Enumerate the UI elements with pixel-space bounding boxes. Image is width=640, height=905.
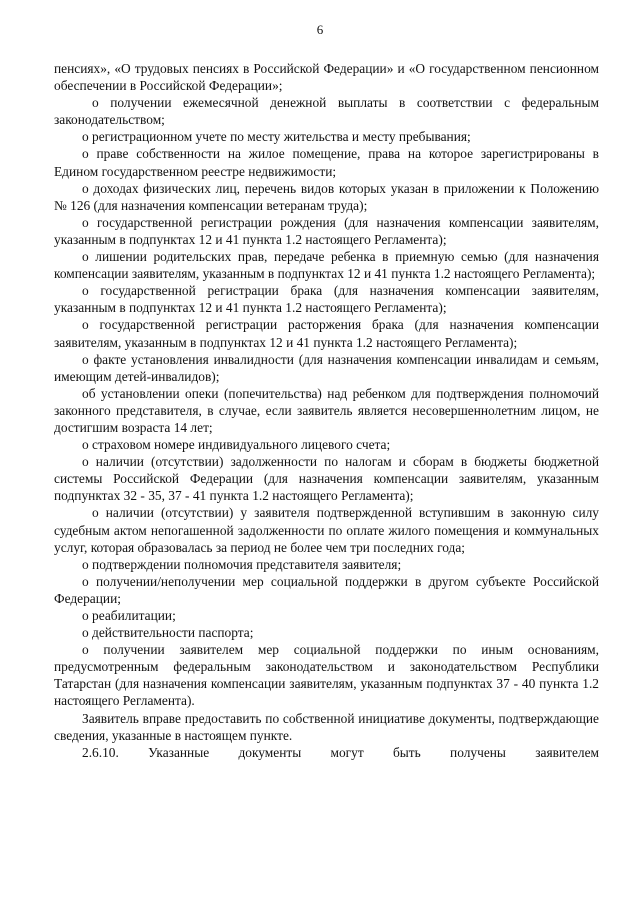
paragraph: Заявитель вправе предоставить по собственной инициативе документы, подтверждающие сведения, указанные в настоящем пункте. — [54, 710, 599, 743]
paragraph: о наличии (отсутствии) у заявителя подтвержденной вступившим в законную силу судебным актом непогашенной задолженности по оплате жилого помещения и коммунальных услуг, которая образовалась за период не более чем три последних года; — [54, 505, 599, 555]
paragraph: о государственной регистрации брака (для назначения компенсации заявителям, указанным в подпунктах 12 и 41 пункта 1.2 настоящего Регламента); — [54, 283, 599, 316]
paragraph: о получении ежемесячной денежной выплаты в соответствии с федеральным законодательством; — [54, 95, 599, 128]
paragraph: о лишении родительских прав, передаче ребенка в приемную семью (для назначения компенсации заявителям, указанным в подпунктах 12 и 41 пункта 1.2 настоящего Регламента); — [54, 249, 599, 282]
page-number: 6 — [316, 22, 324, 37]
paragraph: о наличии (отсутствии) задолженности по налогам и сборам в бюджеты бюджетной системы Российской Федерации (для назначения компенсации заявителям, указанным подпунктах 32 - 35, 37 - 41 пункта 1.2 настоящего Регламента); — [54, 454, 599, 504]
paragraph: о получении заявителем мер социальной поддержки по иным основаниям, предусмотренным федеральным законодательством и законодательством Республики Татарстан (для назначения компенсации заявителям, указанным подпунктах 37 - 40 пункта 1.2 настоящего Регламента). — [54, 642, 599, 709]
paragraph: о реабилитации; — [82, 608, 176, 623]
paragraph: о действительности паспорта; — [82, 625, 254, 641]
paragraph: о государственной регистрации расторжения брака (для назначения компенсации заявителям, указанным в подпунктах 12 и 41 пункта 1.2 настоящего Регламента); — [54, 317, 599, 350]
paragraph: о государственной регистрации рождения (для назначения компенсации заявителям, указанным в подпунктах 12 и 41 пункта 1.2 настоящего Регламента); — [54, 214, 599, 247]
paragraph: о факте установления инвалидности (для назначения компенсации инвалидам и семьям, имеющим детей-инвалидов); — [54, 351, 599, 384]
document-body — [54, 60, 599, 761]
paragraph: о доходах физических лиц, перечень видов которых указан в приложении к Положению № 126 (для назначения компенсации ветеранам труда); — [54, 180, 599, 213]
paragraph: о страховом номере индивидуального лицевого счета; — [82, 437, 391, 453]
paragraph: пенсиях», «О трудовых пенсиях в Российской Федерации» и «О государственном пенсионном обеспечении в Российской Федерации»; — [54, 61, 599, 94]
paragraph: о получении/неполучении мер социальной поддержки в другом субъекте Российской Федерации; — [54, 573, 599, 606]
paragraph: о подтверждении полномочия представителя заявителя; — [82, 556, 402, 572]
paragraph: 2.6.10. Указанные документы могут быть получены заявителем — [82, 744, 599, 760]
paragraph: о праве собственности на жилое помещение, права на которое зарегистрированы в Едином государственном реестре недвижимости; — [54, 146, 599, 179]
paragraph: о регистрационном учете по месту жительства и месту пребывания; — [82, 129, 471, 145]
paragraph: об установлении опеки (попечительства) над ребенком для подтверждения полномочий законного представителя, в случае, если заявитель является несовершеннолетним лицом, не достигшим возраста 14 лет; — [54, 385, 599, 435]
